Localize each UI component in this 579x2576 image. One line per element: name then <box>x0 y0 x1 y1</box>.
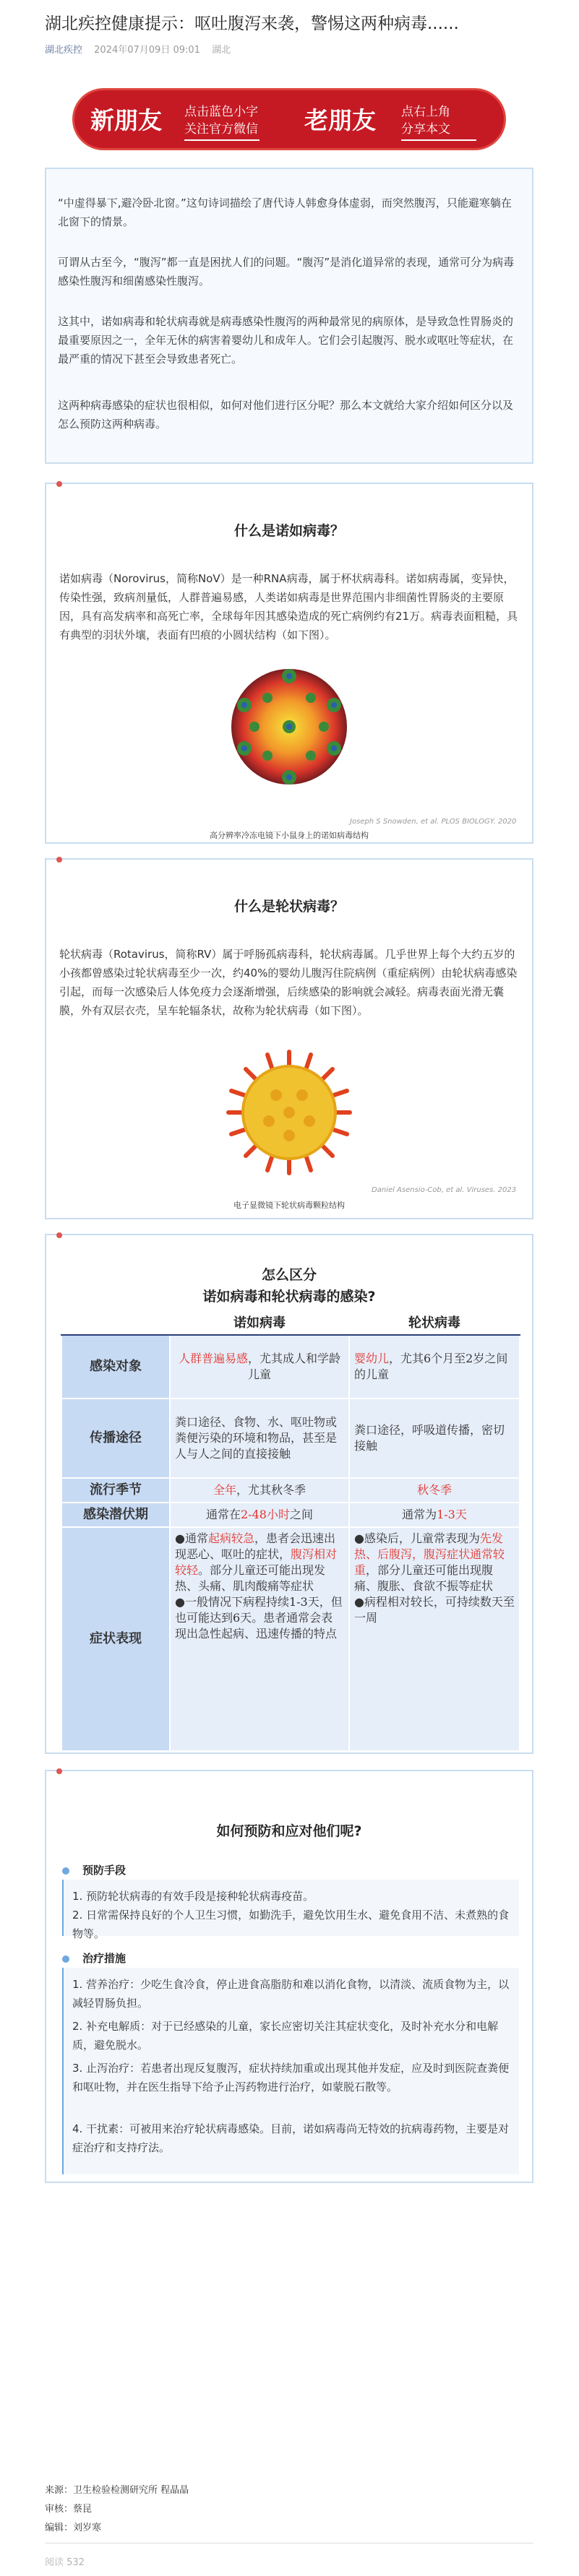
header-blank <box>61 1312 170 1335</box>
rotavirus-image-credit: Daniel Asensio-Cob, et al. Viruses. 2023 <box>372 1186 517 1194</box>
subheading-text: 治疗措施 <box>82 1952 126 1965</box>
treatment-subheading <box>62 1950 126 1966</box>
highlight-text: 人群普遍易感 <box>178 1352 248 1365</box>
rotavirus-cell <box>349 1478 520 1503</box>
norovirus-cell: 粪口途径、食物、水、呕吐物或粪便污染的环境和物品，甚至是人与人之间的直接接触 <box>170 1399 349 1478</box>
symptom-point: ●病程相对较长，可持续数天至一周 <box>353 1595 515 1625</box>
norovirus-title: 什么是诺如病毒？ <box>233 523 344 539</box>
norovirus-image-credit: Joseph S Snowden, et al. PLOS BIOLOGY. 2020 <box>350 818 517 826</box>
rotavirus-cell <box>349 1503 520 1527</box>
publish-location: 湖北 <box>212 45 231 56</box>
highlight-text: 秋冬季 <box>416 1483 452 1497</box>
treatment-panel <box>62 1968 519 2174</box>
table-row <box>61 1478 520 1503</box>
row-label: 流行季节 <box>61 1478 170 1503</box>
banner-underline-right <box>401 139 476 141</box>
prevention-panel <box>62 1880 519 1940</box>
new-friend-hint-1: 点击蓝色小字 <box>184 105 258 119</box>
source-account-link[interactable]: 湖北疾控 <box>45 45 83 56</box>
cell-text: 之间 <box>289 1508 313 1521</box>
row-label: 感染潜伏期 <box>61 1503 170 1527</box>
follow-banner[interactable] <box>72 88 506 150</box>
highlight-text: 1-3天 <box>437 1508 467 1521</box>
cell-text: ●感染后，儿童常表现为 <box>353 1531 480 1545</box>
treatment-item: 2. 补充电解质：对于已经感染的儿童，家长应密切关注其症状变化，及时补充水分和电解质，避免脱水。 <box>72 2020 499 2052</box>
subheading-text: 预防手段 <box>82 1864 126 1877</box>
norovirus-cell <box>170 1478 349 1503</box>
header-norovirus: 诺如病毒 <box>170 1312 349 1335</box>
treatment-item: 3. 止泻治疗：若患者出现反复腹泻，症状持续加重或出现其他并发症，应及时到医院查粪便和呕吐物，并在医生指导下给予止泻药物进行治疗，如蒙脱石散等。 <box>72 2062 510 2093</box>
rotavirus-image <box>226 1049 353 1176</box>
highlight-text: 起病较急 <box>207 1531 254 1545</box>
cell-text: 通常为 <box>402 1508 437 1521</box>
section-marker-dot <box>56 857 62 863</box>
intro-paragraph-3: 这其中，诺如病毒和轮状病毒就是病毒感染性腹泻的两种最常见的病原体，是导致急性胃肠炎的最重要原因之一，全年无休的病害着婴幼儿和成年人。它们会引起腹泻、脱水或呕吐等症状，在最严重的情况下甚至会导致患者死亡。 <box>58 315 514 366</box>
rotavirus-image-caption: 电子显微镜下轮状病毒颗粒结构 <box>233 1201 345 1210</box>
symptom-point <box>175 1531 344 1594</box>
highlight-text: 全年 <box>213 1483 236 1497</box>
rotavirus-description: 轮状病毒（Rotavirus，简称RV）属于呼肠孤病毒科，轮状病毒属。几乎世界上每个大约五岁的小孩都曾感染过轮状病毒至少一次，约40%的婴幼儿腹泻住院病例（重症病例）由轮状病毒感染引起，而每一次感染后人体免疫力会逐渐增强，后续感染的影响就会减轻。病毒表面光滑无囊膜，外有双层衣壳，呈车轮辐条状，故称为轮状病毒（如下图）。 <box>59 948 518 1017</box>
cell-text: ，部分儿童还可能出现腹痛、腹胀、食欲不振等症状 <box>353 1563 493 1593</box>
prevention-item: 1. 预防轮状病毒的有效手段是接种轮状病毒疫苗。 <box>72 1890 314 1903</box>
table-row <box>61 1503 520 1527</box>
cell-text: ，尤其6个月至2岁之间的儿童 <box>353 1352 508 1381</box>
new-friend-label: 新朋友 <box>90 106 162 134</box>
table-row <box>61 1527 520 1751</box>
highlight-text: 腹泻相对较轻 <box>175 1547 338 1577</box>
comparison-title-line-1: 怎么区分 <box>261 1267 317 1283</box>
footer-editor: 编辑：刘岁寒 <box>45 2523 102 2533</box>
section-marker-dot <box>56 1768 62 1774</box>
norovirus-image <box>226 663 353 790</box>
prevention-subheading <box>62 1862 126 1877</box>
comparison-section <box>45 1234 533 1754</box>
article-title: 湖北疾控健康提示：呕吐腹泻来袭，警惕这两种病毒...... <box>45 14 459 33</box>
highlight-text: 婴幼儿 <box>353 1352 389 1365</box>
prevention-title: 如何预防和应对他们呢? <box>216 1823 362 1839</box>
new-friend-hint-2: 关注官方微信 <box>184 122 258 137</box>
cell-text: ，患者会迅速出现恶心、呕吐的症状， <box>175 1531 335 1561</box>
intro-paragraph-4: 这两种病毒感染的症状也很相似，如何对他们进行区分呢？那么本文就给大家介绍如何区分以及怎么预防这两种病毒。 <box>58 399 514 431</box>
intro-paragraph-2: 可谓从古至今，“腹泻”都一直是困扰人们的问题。“腹泻”是消化道异常的表现，通常可分为病毒感染性腹泻和细菌感染性腹泻。 <box>58 256 515 288</box>
section-marker-dot <box>56 1232 62 1238</box>
rotavirus-cell <box>349 1335 520 1399</box>
table-row <box>61 1399 520 1478</box>
prevention-section <box>45 1770 533 2183</box>
rotavirus-cell: 粪口途径，呼吸道传播，密切接触 <box>349 1399 520 1478</box>
header-rotavirus: 轮状病毒 <box>349 1312 520 1335</box>
treatment-item: 4. 干扰素：可被用来治疗轮状病毒感染。目前，诺如病毒尚无特效的抗病毒药物，主要是对症治疗和支持疗法。 <box>72 2122 510 2154</box>
cell-text: ●通常 <box>175 1531 208 1545</box>
treatment-item: 1. 营养治疗：少吃生食冷食，停止进食高脂肪和难以消化食物，以清淡、流质食物为主，以减轻胃肠负担。 <box>72 1978 510 2010</box>
old-friend-hint-1: 点右上角 <box>401 105 450 119</box>
section-marker-dot <box>56 481 62 487</box>
norovirus-section <box>45 483 533 844</box>
norovirus-cell <box>170 1527 349 1751</box>
rotavirus-section <box>45 858 533 1219</box>
symptom-point: ●一般情况下病程持续1-3天，但也可能达到6天。患者通常会表现出急性起病、迅速传播的特点 <box>175 1595 343 1641</box>
norovirus-cell <box>170 1335 349 1399</box>
bullet-dot <box>62 1955 69 1963</box>
norovirus-cell <box>170 1503 349 1527</box>
table-row <box>61 1335 520 1399</box>
highlight-text: 2-48小时 <box>241 1508 290 1521</box>
read-count: 阅读 532 <box>45 2557 85 2568</box>
rotavirus-cell <box>349 1527 520 1751</box>
footer-source: 来源：卫生检验检测研究所 程晶晶 <box>45 2485 189 2496</box>
norovirus-image-caption: 高分辨率冷冻电镜下小鼠身上的诺如病毒结构 <box>210 831 369 840</box>
comparison-table <box>61 1311 520 1752</box>
intro-paragraph-1: “中虚得暴下,避冷卧北窗。”这句诗词描绘了唐代诗人韩愈身体虚弱，而突然腹泻，只能避寒躺在北窗下的情景。 <box>58 196 512 228</box>
banner-underline-left <box>184 139 260 141</box>
norovirus-description: 诺如病毒（Norovirus，简称NoV）是一种RNA病毒，属于杯状病毒科。诺如病毒属，变异快，传染性强，致病剂量低，人群普遍易感，人类诺如病毒是世界范围内非细菌性胃肠炎的主要原因，具有高发病率和高死亡率，全球每年因其感染造成的死亡病例约有21万。病毒表面粗糙，具有典型的羽状外壤，表面有凹痕的小圆状结构（如下图）。 <box>59 572 518 641</box>
symptom-point <box>354 1531 515 1594</box>
prevention-item: 2. 日常需保持良好的个人卫生习惯，如勤洗手，避免饮用生水、避免食用不洁、未煮熟的食物等。 <box>72 1909 510 1940</box>
row-label: 感染对象 <box>61 1335 170 1399</box>
row-label: 传播途径 <box>61 1399 170 1478</box>
bullet-dot <box>62 1867 69 1875</box>
comparison-title-line-2: 诺如病毒和轮状病毒的感染? <box>202 1289 376 1305</box>
intro-box <box>45 168 533 464</box>
rotavirus-title: 什么是轮状病毒？ <box>233 899 344 915</box>
cell-text: ，尤其成人和学龄儿童 <box>247 1352 340 1381</box>
row-label: 症状表现 <box>61 1527 170 1751</box>
cell-text: ，尤其秋冬季 <box>236 1483 306 1497</box>
old-friend-label: 老朋友 <box>304 106 376 134</box>
cell-text: 。部分儿童还可能出现发热、头痛、肌肉酸痛等症状 <box>175 1563 326 1593</box>
highlight-text: 先发热、后腹泻，腹泻症状通常较重 <box>353 1531 505 1577</box>
article-meta <box>45 42 231 56</box>
cell-text: 通常在 <box>205 1508 241 1521</box>
old-friend-hint-2: 分享本文 <box>401 122 450 137</box>
table-header-row <box>61 1312 520 1335</box>
footer-review: 审核：蔡昆 <box>45 2504 93 2515</box>
publish-date: 2024年07月09日 09:01 <box>94 45 200 56</box>
